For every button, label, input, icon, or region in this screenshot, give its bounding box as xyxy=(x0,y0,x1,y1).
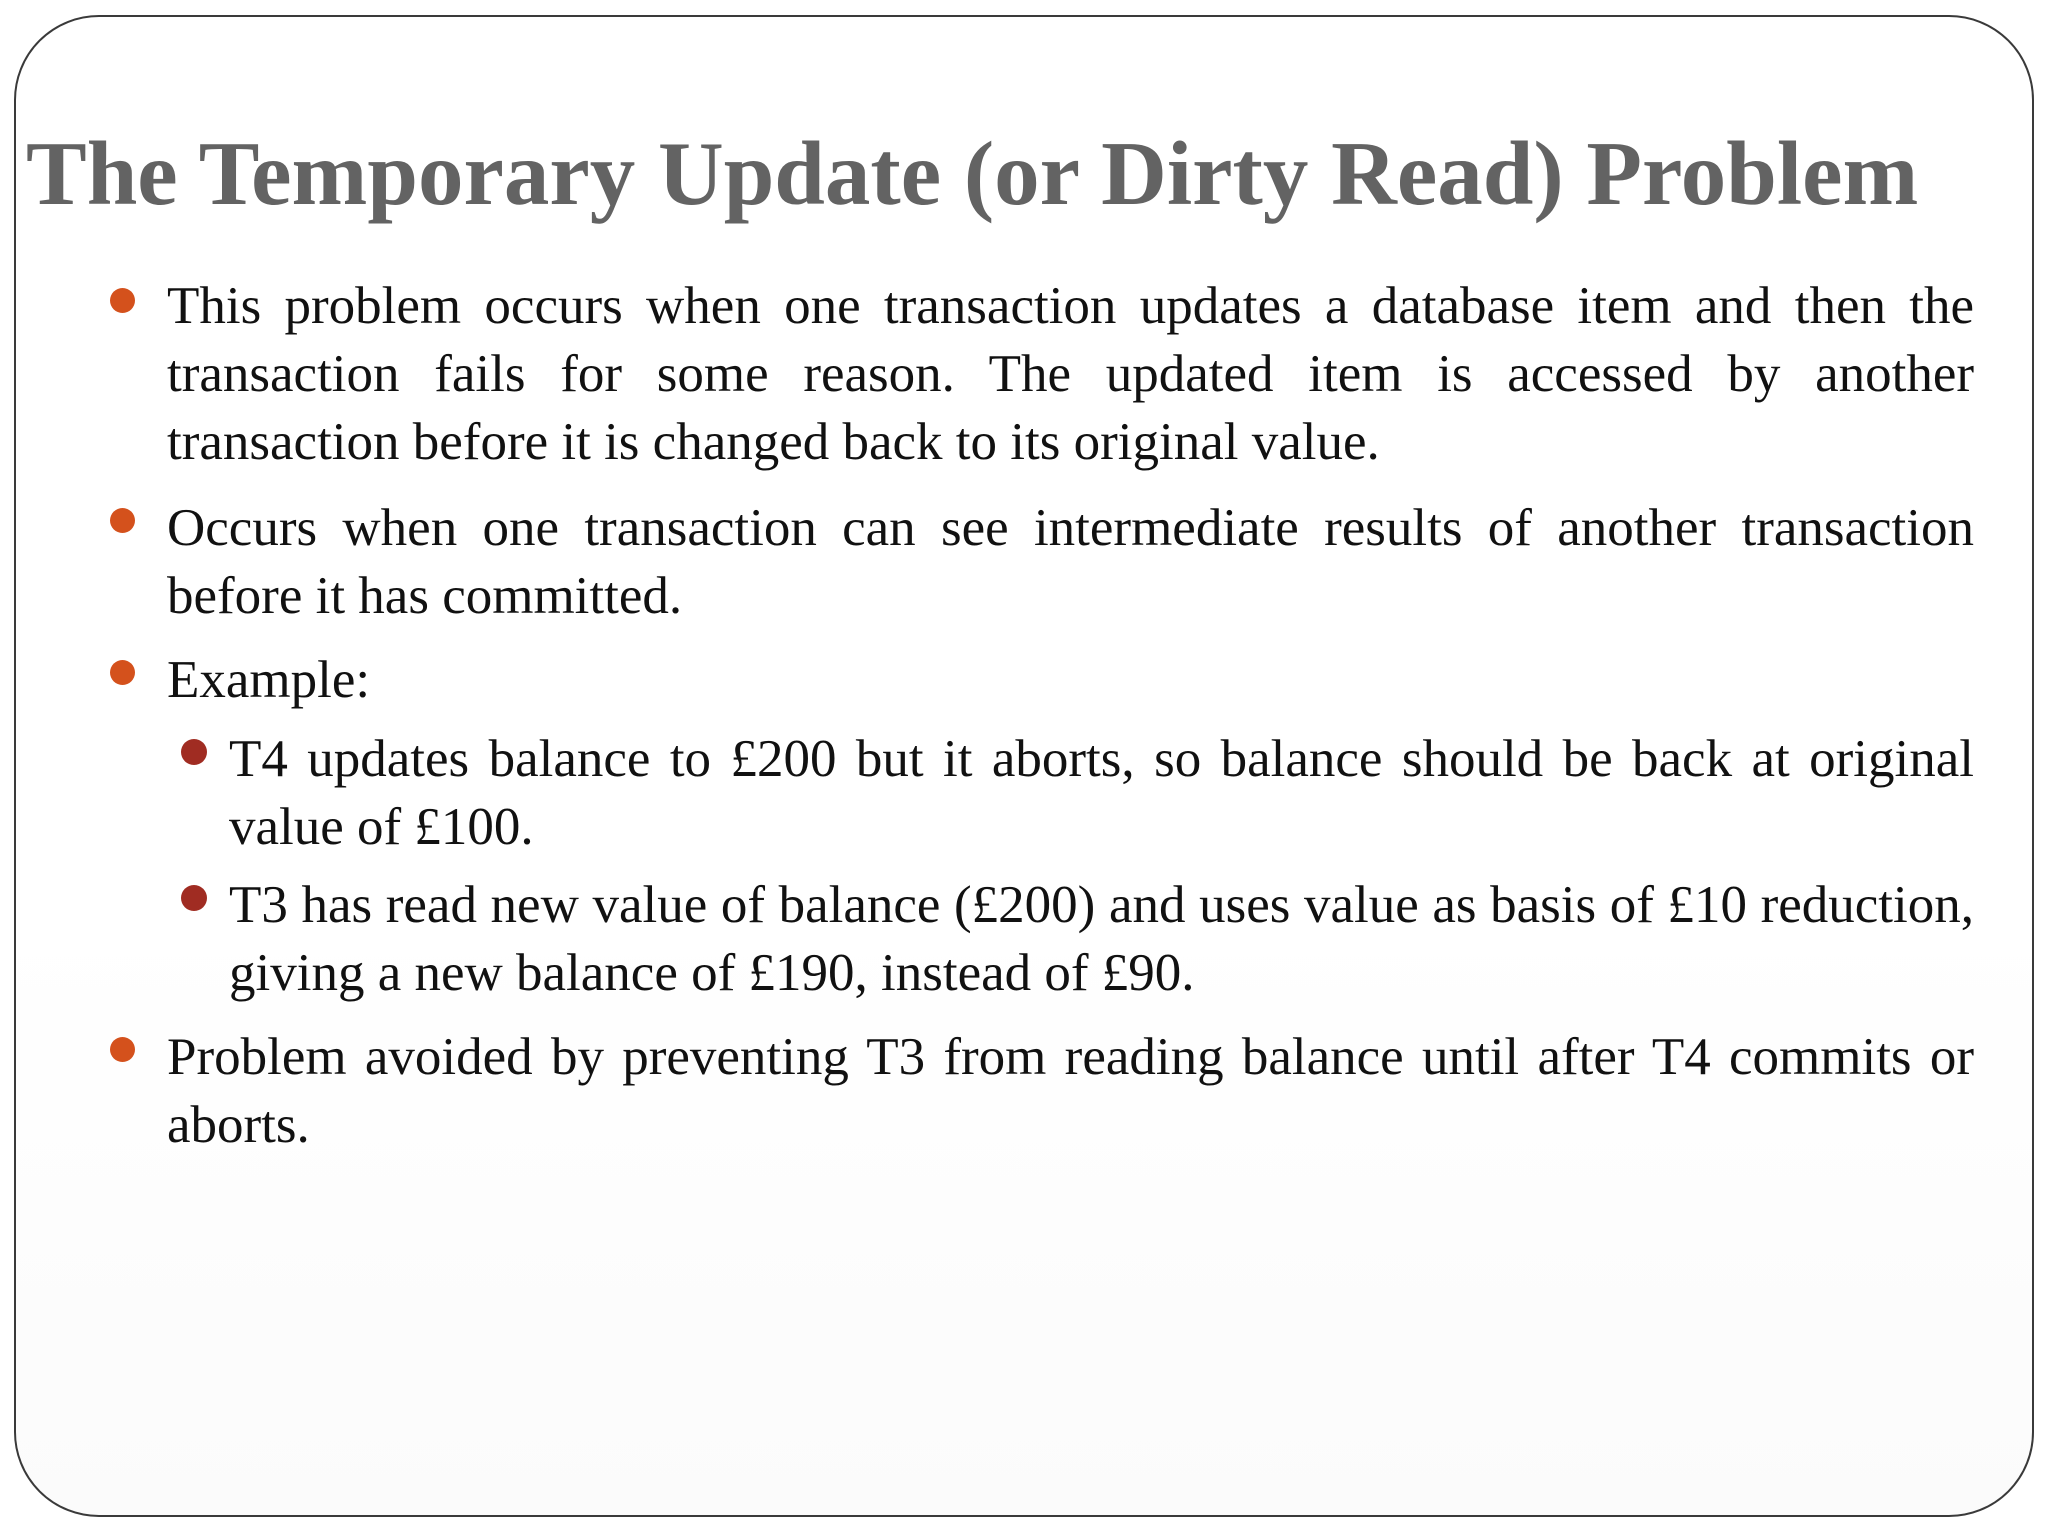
sub-bullet-icon xyxy=(181,885,207,911)
bullet-text: Example: xyxy=(167,651,371,709)
bullet-icon xyxy=(110,508,135,533)
sub-bullet-icon xyxy=(181,739,207,765)
bullet-icon xyxy=(110,1037,135,1062)
sub-bullet-text: T3 has read new value of balance (£200) and uses value as basis of £10 reduction, giving a new balance of £190, instead of £90. xyxy=(229,876,1974,1002)
sub-bullet-text: T4 updates balance to £200 but it aborts, so balance should be back at original value of £100. xyxy=(229,730,1974,856)
bullet-text: Problem avoided by preventing T3 from reading balance until after T4 commits or aborts. xyxy=(167,1028,1974,1154)
bullet-icon xyxy=(110,660,135,685)
bullet-text: This problem occurs when one transaction updates a database item and then the transaction fails for some reason. The updated item is accessed by another transaction before it is changed back to its original value. xyxy=(167,277,1974,471)
slide-title: The Temporary Update (or Dirty Read) Problem xyxy=(26,123,1919,224)
bullet-icon xyxy=(110,288,135,313)
bullet-text: Occurs when one transaction can see intermediate results of another transaction before it has committed. xyxy=(167,499,1974,625)
